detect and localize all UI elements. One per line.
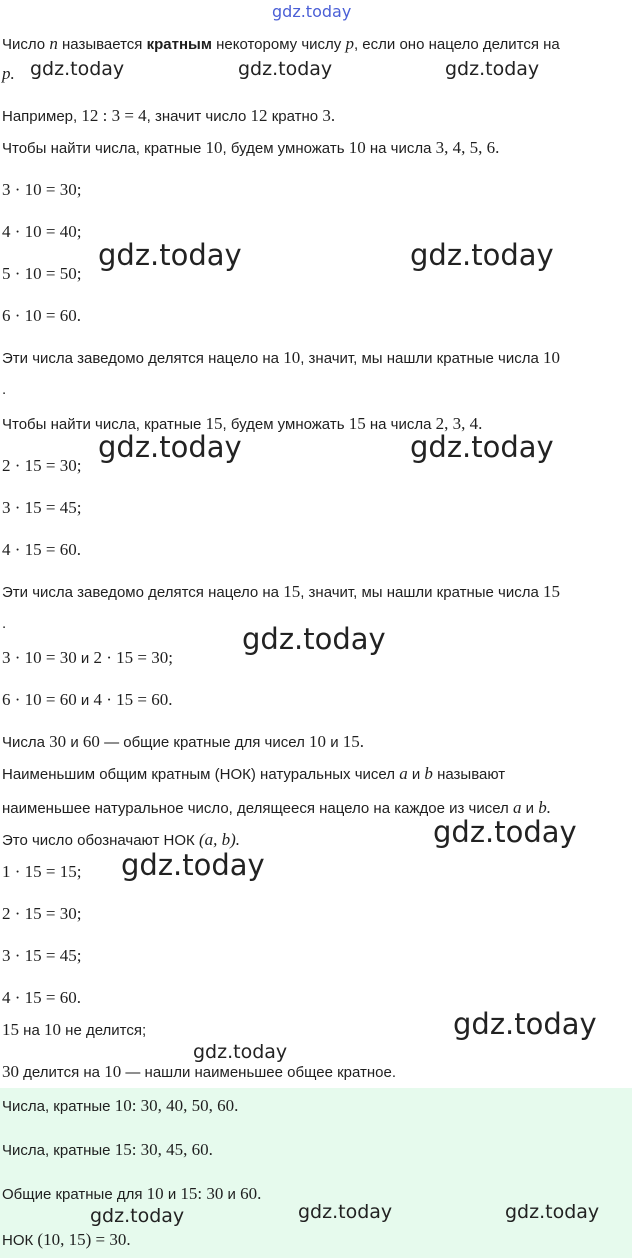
watermark: gdz.today (410, 430, 554, 464)
watermark: gdz.today (298, 1201, 393, 1223)
conclusion-10-end: . (2, 381, 7, 398)
nok-notation: Это число обозначают НОК (a, b). (2, 830, 241, 849)
watermark: gdz.today (98, 238, 242, 272)
summary-line: Общие кратные для 10 и 15: 30 и 60. (2, 1184, 262, 1203)
common-equation: 3 · 10 = 30 и 2 · 15 = 30; (2, 648, 173, 667)
watermark: gdz.today (121, 848, 265, 882)
watermark: gdz.today (30, 58, 125, 80)
common-multiples-statement: Числа 30 и 60 — общие кратные для чисел 10 и 15. (2, 732, 364, 751)
watermark: gdz.today (453, 1007, 597, 1041)
check-line: 30 делится на 10 — нашли наименьшее общее кратное. (2, 1062, 397, 1081)
watermark: gdz.today (433, 815, 577, 849)
equation: 4 · 15 = 60. (2, 988, 81, 1007)
equation: 3 · 15 = 45; (2, 498, 82, 517)
common-equation: 6 · 10 = 60 и 4 · 15 = 60. (2, 690, 173, 709)
watermark: gdz.today (238, 58, 333, 80)
watermark: gdz.today (90, 1205, 185, 1227)
equation: 5 · 10 = 50; (2, 264, 82, 283)
watermark: gdz.today (505, 1201, 600, 1223)
conclusion-10: Эти числа заведомо делятся нацело на 10, значит, мы нашли кратные числа 10 (2, 348, 560, 367)
check-line: 15 на 10 не делится; (2, 1020, 147, 1039)
watermark: gdz.today (272, 2, 352, 21)
equation: 3 · 15 = 45; (2, 946, 82, 965)
equation: 4 · 10 = 40; (2, 222, 82, 241)
conclusion-15-end: . (2, 615, 7, 632)
watermark: gdz.today (193, 1041, 288, 1063)
watermark: gdz.today (242, 622, 386, 656)
find-multiples-10: Чтобы найти числа, кратные 10, будем умножать 10 на числа 3, 4, 5, 6. (2, 138, 500, 157)
equation: 2 · 15 = 30; (2, 456, 82, 475)
summary-line: Числа, кратные 15: 30, 45, 60. (2, 1140, 213, 1159)
equation: 1 · 15 = 15; (2, 862, 82, 881)
conclusion-15: Эти числа заведомо делятся нацело на 15, значит, мы нашли кратные числа 15 (2, 582, 560, 601)
watermark: gdz.today (98, 430, 242, 464)
definition-line: Число n называется кратным некоторому числу p, если оно нацело делится на (2, 34, 560, 53)
nok-definition: наименьшее натуральное число, делящееся нацело на каждое из чисел a и b. (2, 798, 551, 817)
equation: 3 · 10 = 30; (2, 180, 82, 199)
watermark: gdz.today (410, 238, 554, 272)
example-line: Например, 12 : 3 = 4, значит число 12 кратно 3. (2, 106, 336, 125)
summary-line: Числа, кратные 10: 30, 40, 50, 60. (2, 1096, 239, 1115)
equation: 6 · 10 = 60. (2, 306, 81, 325)
find-multiples-15: Чтобы найти числа, кратные 15, будем умножать 15 на числа 2, 3, 4. (2, 414, 483, 433)
equation: 2 · 15 = 30; (2, 904, 82, 923)
definition-line-end: p. (2, 64, 15, 83)
watermark: gdz.today (445, 58, 540, 80)
summary-line: НОК (10, 15) = 30. (2, 1230, 131, 1249)
nok-definition: Наименьшим общим кратным (НОК) натуральных чисел a и b называют (2, 764, 506, 783)
term-kratnym: кратным (146, 36, 212, 53)
equation: 4 · 15 = 60. (2, 540, 81, 559)
